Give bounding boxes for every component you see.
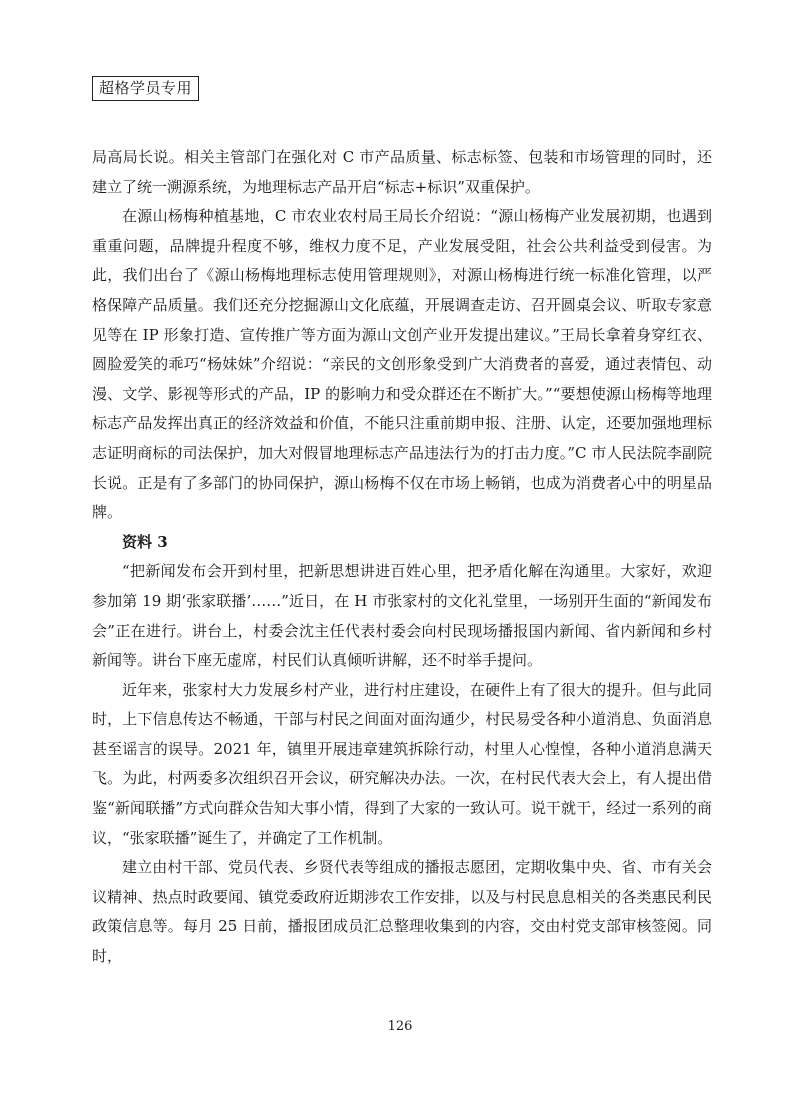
page-number: 126 [387, 1019, 413, 1034]
paragraph-news-conference: “把新闻发布会开到村里，把新思想讲进百姓心里，把矛盾化解在沟通里。大家好，欢迎参加第 19 期‘张家联播’……”近日，在 H 市张家村的文化礼堂里，一场别开生面的“新闻发布会”正在进行。讲台上，村委会沈主任代表村委会向村民现场播报国内新闻、省内新闻和乡村新闻等。讲台下座无虚席，村民们认真倾听讲解，还不时举手提问。 [92, 562, 712, 670]
header-tag: 超格学员专用 [92, 76, 199, 101]
paragraph-yuanshan-bayberry: 在源山杨梅种植基地，C 市农业农村局王局长介绍说：“源山杨梅产业发展初期，也遇到重重问题，品牌提升程度不够，维权力度不足，产业发展受阻，社会公共利益受到侵害。为此，我们出台了《源山杨梅地理标志使用管理规则》，对源山杨梅进行统一标准化管理，以严格保障产品质量。我们还充分挖掘源山文化底蕴，开展调查走访、召开圆桌会议、听取专家意见等在 IP 形象打造、宣传推广等方面为源山文创产业开发提出建议。”王局长拿着身穿红衣、圆脸爱笑的乖巧“杨妹妹”介绍说：“亲民的文创形象受到广大消费者的喜爱，通过表情包、动漫、文学、影视等形式的产品，IP 的影响力和受众群还在不断扩大。”“要想使源山杨梅等地理标志产品发挥出真正的经济效益和价值，不能只注重前期申报、注册、认定，还要加强地理标志证明商标的司法保护，加大对假冒地理标志产品违法行为的打击力度。”C 市人民法院李副院长说。正是有了多部门的协同保护，源山杨梅不仅在市场上畅销，也成为消费者心中的明星品牌。 [92, 207, 712, 522]
section-title: 资料 3 [122, 532, 168, 551]
paragraph-village-background: 近年来，张家村大力发展乡村产业，进行村庄建设，在硬件上有了很大的提升。但与此同时，上下信息传达不畅通，干部与村民之间面对面沟通少，村民易受各种小道消息、负面消息甚至谣言的误导。2021 年，镇里开展违章建筑拆除行动，村里人心惶惶，各种小道消息满天飞。为此，村两委多次组织召开会议，研究解决办法。一次，在村民代表大会上，有人提出借鉴“新闻联播”方式向群众告知大事小情，得到了大家的一致认可。说干就干，经过一系列的商议，“张家联播”诞生了，并确定了工作机制。 [92, 680, 712, 847]
paragraph-broadcast-team: 建立由村干部、党员代表、乡贤代表等组成的播报志愿团，定期收集中央、省、市有关会议精神、热点时政要闻、镇党委政府近期涉农工作安排，以及与村民息息相关的各类惠民利民政策信息等。每月 25 日前，播报团成员汇总整理收集到的内容，交由村党支部审核签阅。同时， [92, 858, 712, 966]
document-body [92, 143, 712, 972]
paragraph-continuation: 局高局长说。相关主管部门在强化对 C 市产品质量、标志标签、包装和市场管理的同时，还建立了统一溯源系统，为地理标志产品开启“标志+标识”双重保护。 [92, 148, 712, 196]
